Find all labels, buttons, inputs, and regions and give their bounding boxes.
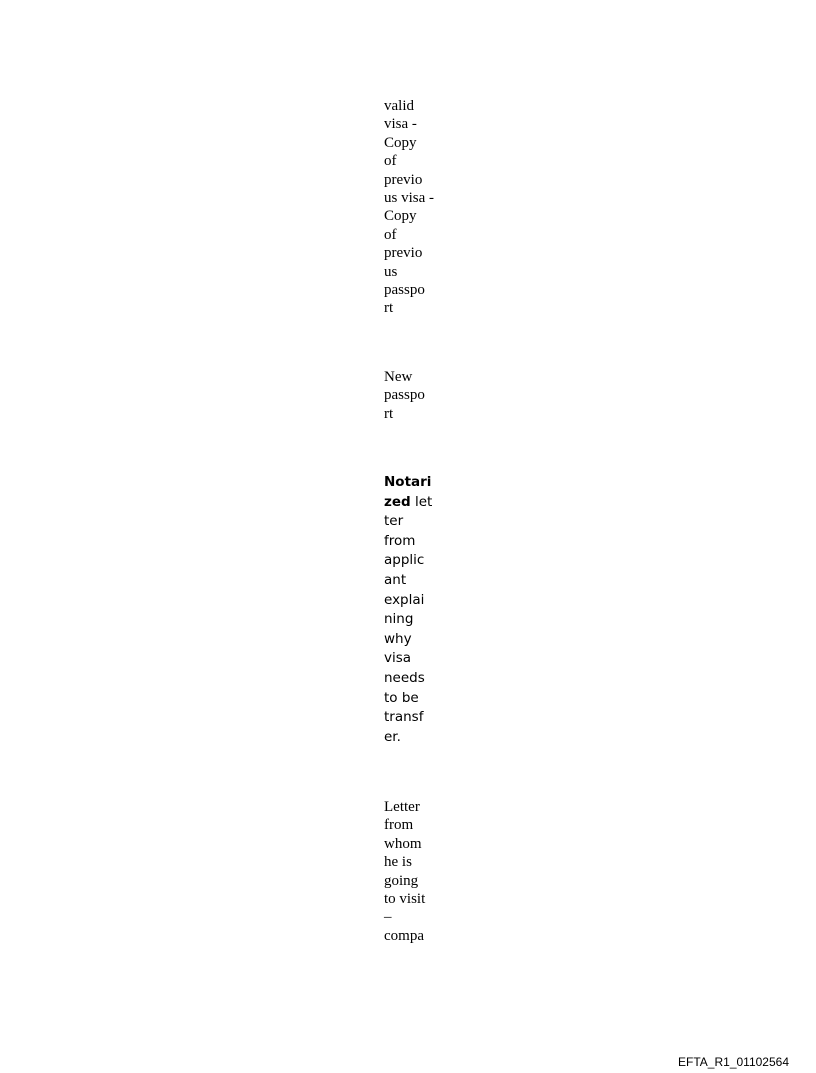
bold-text: zed — [384, 493, 411, 510]
document-requirement-2 — [384, 368, 425, 423]
document-id: EFTA_R1_01102564 — [678, 1055, 789, 1069]
text-line: why — [384, 630, 412, 647]
text-line: ant — [384, 571, 407, 588]
text-line: from — [384, 532, 416, 549]
text-line: Copy — [384, 134, 417, 151]
text-line — [384, 473, 432, 493]
text-line: New — [384, 369, 413, 385]
document-requirement-4 — [384, 798, 425, 945]
text-line: us visa - — [384, 190, 434, 207]
text-line: needs — [384, 669, 425, 686]
text-line: previo — [384, 245, 423, 262]
text-line: whom — [384, 835, 422, 852]
text-line: from — [384, 817, 414, 834]
text-line: explai — [384, 591, 425, 608]
text-line: rt — [384, 405, 394, 422]
text-line: Letter — [384, 799, 420, 815]
text-line: passpo — [384, 282, 425, 299]
text-line: transf — [384, 709, 424, 726]
text-line: of — [384, 226, 397, 243]
text-line: – — [384, 909, 392, 926]
text-line: he is — [384, 854, 412, 871]
text-line: Copy — [384, 208, 417, 225]
text-line: ning — [384, 611, 414, 628]
text-line: previo — [384, 171, 423, 188]
text-line: er. — [384, 728, 401, 745]
bold-text: Notari — [384, 474, 432, 490]
text-line: visa — [384, 650, 412, 667]
text-line: going — [384, 872, 419, 889]
text-line: valid — [384, 98, 414, 114]
document-requirement-1 — [384, 97, 434, 318]
text-line: to be — [384, 689, 419, 706]
document-requirement-3 — [384, 473, 432, 747]
text-line: applic — [384, 552, 425, 569]
text-line: rt — [384, 300, 394, 317]
text-fragment: let — [410, 493, 433, 510]
text-line: compa — [384, 927, 424, 944]
text-line: of — [384, 153, 397, 170]
text-line: ter — [384, 513, 404, 530]
text-line: to visit — [384, 891, 426, 908]
text-line — [384, 493, 432, 513]
text-line: visa - — [384, 116, 417, 133]
text-line: us — [384, 263, 398, 280]
text-line: passpo — [384, 387, 425, 404]
